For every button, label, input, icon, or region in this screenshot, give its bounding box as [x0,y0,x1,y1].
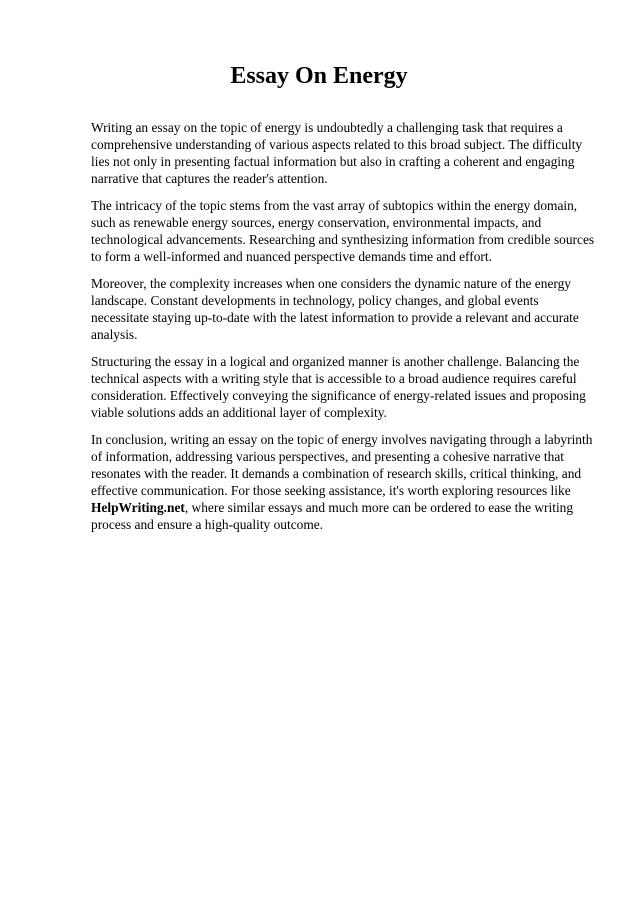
paragraph-subtopics: The intricacy of the topic stems from the vast array of subtopics within the energy domain, such as renewable energy sources, energy conservation, environmental impacts, and technological advancements. Researching and synthesizing information from credible sources to form a well-informed and nuanced perspective demands time and effort. [91,198,595,264]
conclusion-text: In conclusion, writing an essay on the topic of energy involves navigating through a labyrinth of information, addressing various perspectives, and presenting a cohesive narrative that resonates with the reader. It demands a combination of research skills, critical thinking, and effective communication. For those seeking assistance, it's worth exploring resources like [91,432,593,498]
paragraph-complexity: Moreover, the complexity increases when one considers the dynamic nature of the energy landscape. Constant developments in technology, policy changes, and global events necessitate staying up-to-date with the latest information to provide a relevant and accurate analysis. [91,276,579,342]
essay-body [91,119,599,543]
essay-title: Essay On Energy [230,63,408,89]
helpwriting-link[interactable]: HelpWriting.net [91,500,185,515]
paragraph-conclusion [91,431,599,533]
paragraph-intro: Writing an essay on the topic of energy is undoubtedly a challenging task that requires a comprehensive understanding of various aspects related to this broad subject. The difficulty lies not only in presenting factual information but also in crafting a coherent and engaging narrative that captures the reader's attention. [91,120,583,186]
conclusion-text-end: , where similar essays and much more can be ordered to ease the writing process and ensure a high-quality outcome. [91,500,574,532]
paragraph-structure: Structuring the essay in a logical and organized manner is another challenge. Balancing the technical aspects with a writing style that is accessible to a broad audience requires careful consideration. Effectively conveying the significance of energy-related issues and proposing viable solutions adds an additional layer of complexity. [91,354,586,420]
